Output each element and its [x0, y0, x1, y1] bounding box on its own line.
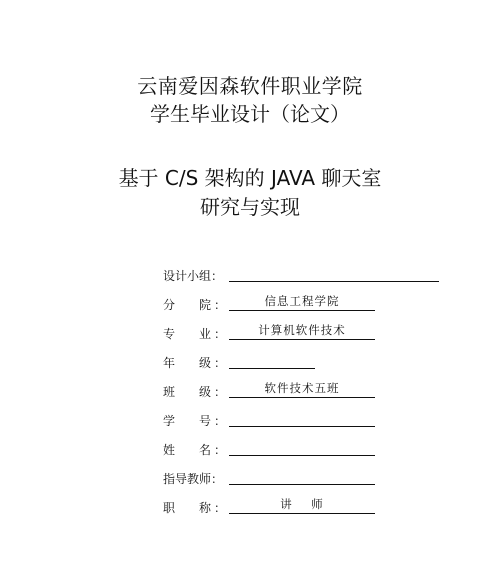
field-value-line: [229, 264, 439, 282]
field-value-line: [229, 467, 375, 485]
field-value-line: 软件技术五班: [229, 380, 375, 398]
thesis-topic-line-2: 研究与实现: [200, 195, 300, 219]
field-label: 设计小组：: [163, 269, 224, 283]
field-value-line: [229, 351, 315, 369]
field-label: 专 业: [163, 327, 211, 341]
field-colon: ：: [214, 385, 227, 399]
field-label: 年 级: [163, 356, 211, 370]
field-colon: ：: [214, 443, 227, 457]
field-value-line: [229, 438, 375, 456]
field-colon: ：: [214, 327, 227, 341]
field-major: [163, 320, 403, 349]
field-label: 指导教师：: [163, 472, 224, 486]
field-student-id: [163, 407, 403, 436]
field-value-line: 讲 师: [229, 496, 375, 514]
field-grade: [163, 349, 403, 378]
field-design-group: [163, 262, 403, 291]
field-label: 姓 名: [163, 443, 211, 457]
field-label: 职 称: [163, 501, 211, 515]
field-value-line: 信息工程学院: [229, 293, 375, 311]
field-value-line: [229, 409, 375, 427]
field-title: [163, 494, 403, 523]
field-value-line: 计算机软件技术: [229, 322, 375, 340]
cover-info-form: [163, 262, 403, 523]
field-class: [163, 378, 403, 407]
school-name: 云南爱因森软件职业学院: [137, 74, 363, 98]
field-colon: ：: [214, 501, 227, 515]
field-name: [163, 436, 403, 465]
thesis-topic-line-1: 基于 C/S 架构的 JAVA 聊天室: [118, 166, 382, 190]
field-colon: ：: [214, 414, 227, 428]
field-department: [163, 291, 403, 320]
thesis-type: 学生毕业设计（论文）: [150, 102, 350, 126]
field-label: 班 级: [163, 385, 211, 399]
field-label: 学 号: [163, 414, 211, 428]
field-label: 分 院: [163, 298, 211, 312]
field-colon: ：: [214, 356, 227, 370]
field-advisor: [163, 465, 403, 494]
field-colon: ：: [214, 298, 227, 312]
